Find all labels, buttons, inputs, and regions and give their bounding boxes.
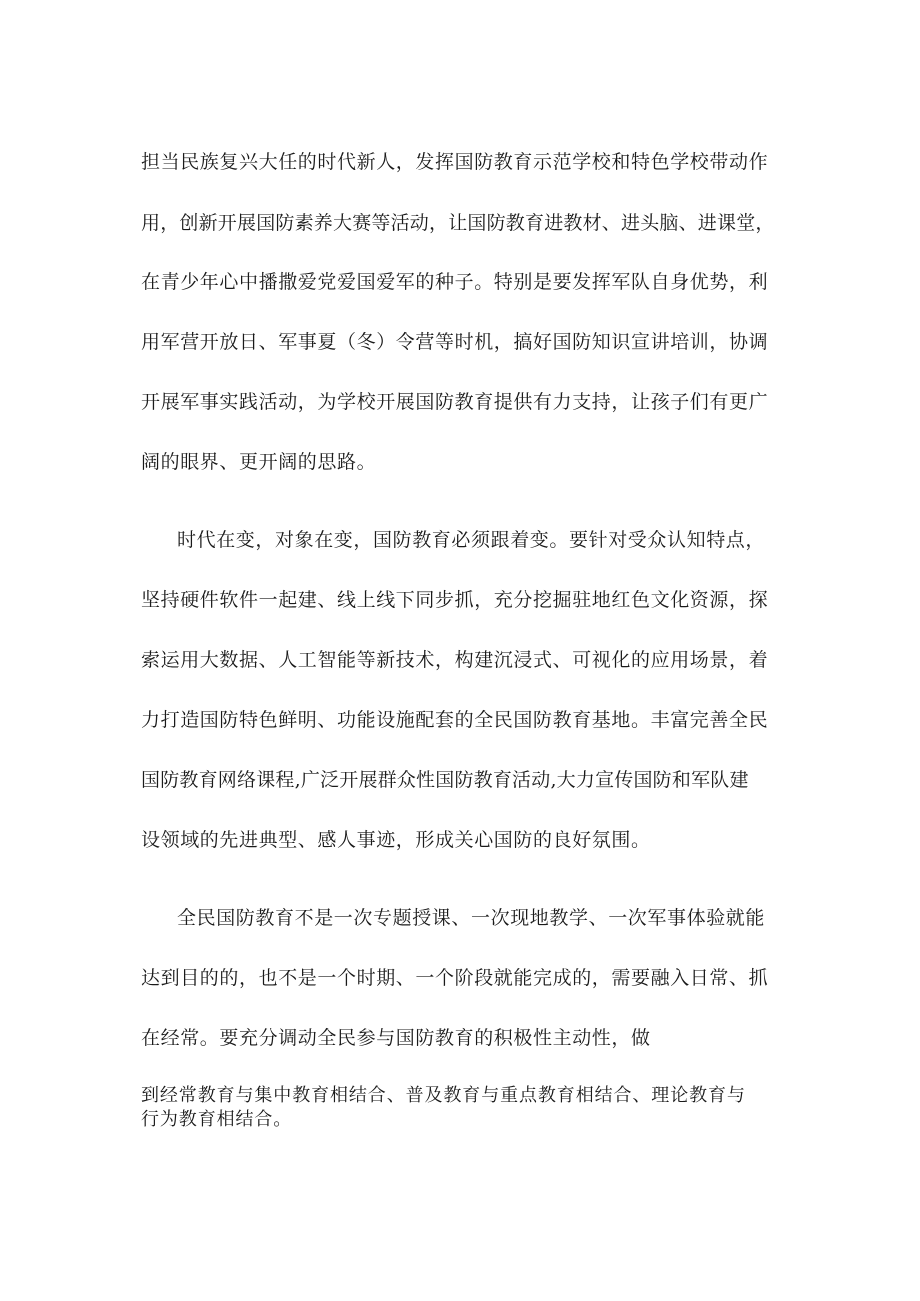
text-line: 国防教育网络课程,广泛开展群众性国防教育活动,大力宣传国防和军队建 — [141, 769, 749, 791]
text-line: 阔的眼界、更开阔的思路。 — [141, 451, 377, 473]
text-line: 用，创新开展国防素养大赛等活动，让国防教育进教材、进头脑、进课堂， — [141, 212, 775, 234]
text-line: 担当民族复兴大任的时代新人，发挥国防教育示范学校和特色学校带动作 — [141, 151, 769, 173]
text-line: 设领域的先进典型、感人事迹，形成关心国防的良好氛围。 — [141, 829, 651, 851]
text-line: 全民国防教育不是一次专题授课、一次现地教学、一次军事体验就能 — [177, 907, 766, 929]
text-line: 在经常。要充分调动全民参与国防教育的积极性主动性，做 — [141, 1027, 651, 1049]
text-line: 用军营开放日、军事夏（冬）令营等时机，搞好国防知识宣讲培训，协调 — [141, 331, 769, 353]
text-line: 在青少年心中播撒爱党爱国爱军的种子。特别是要发挥军队自身优势，利 — [141, 271, 769, 293]
text-line: 行为教育相结合。 — [141, 1109, 293, 1130]
text-line: 坚持硬件软件一起建、线上线下同步抓，充分挖掘驻地红色文化资源，探 — [141, 589, 769, 611]
text-line: 到经常教育与集中教育相结合、普及教育与重点教育相结合、理论教育与 — [141, 1085, 746, 1106]
text-line: 达到目的的，也不是一个时期、一个阶段就能完成的，需要融入日常、抓 — [141, 967, 769, 989]
text-line: 时代在变，对象在变，国防教育必须跟着变。要针对受众认知特点， — [177, 529, 766, 551]
text-line: 力打造国防特色鲜明、功能设施配套的全民国防教育基地。丰富完善全民 — [141, 709, 769, 731]
text-line: 索运用大数据、人工智能等新技术，构建沉浸式、可视化的应用场景，着 — [141, 649, 769, 671]
text-line: 开展军事实践活动，为学校开展国防教育提供有力支持，让孩子们有更广 — [141, 391, 769, 413]
